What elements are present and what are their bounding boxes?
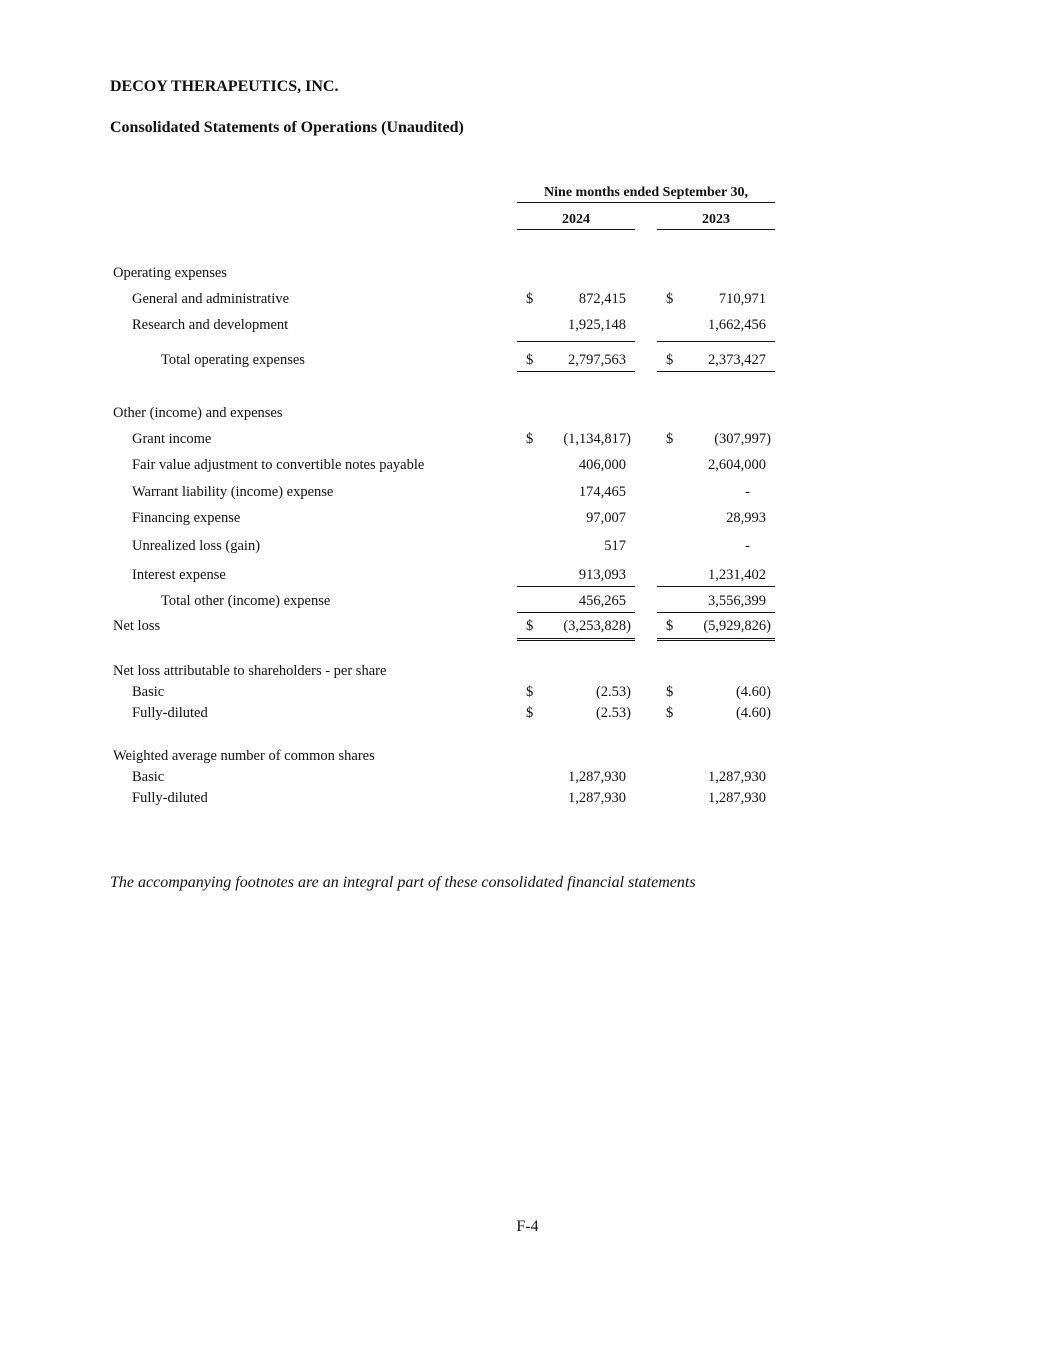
row-general-administrative (0, 291, 1055, 311)
value-2024: 174,465 (578, 484, 626, 500)
page-number: F-4 (516, 1218, 539, 1235)
value-2024: 406,000 (578, 457, 626, 473)
row-label: Weighted average number of common shares (113, 748, 375, 764)
value-2024: 872,415 (578, 291, 626, 307)
year-2023-header: 2023 (657, 212, 775, 230)
value-2023: 28,993 (726, 510, 766, 526)
row-label: Grant income (132, 431, 212, 447)
row-interest-expense (0, 567, 1055, 587)
row-label: Net loss attributable to shareholders - per share (113, 663, 387, 679)
row-label: Warrant liability (income) expense (132, 484, 334, 500)
row-warrant-liability (0, 484, 1055, 504)
value-2023: 2,604,000 (708, 457, 766, 473)
value-2023: (4.60) (735, 705, 771, 721)
row-label: Total operating expenses (161, 352, 305, 368)
dollar-sign: $ (666, 705, 674, 721)
row-label: Unrealized loss (gain) (132, 538, 261, 554)
row-total-other-expense (0, 593, 1055, 613)
section-heading-operating (0, 265, 1055, 285)
value-2023: 3,556,399 (708, 593, 766, 609)
row-net-loss (0, 618, 1055, 638)
dollar-sign: $ (666, 431, 674, 447)
row-per-share-basic (0, 684, 1055, 704)
row-label: Net loss (113, 618, 161, 634)
dollar-sign: $ (666, 684, 674, 700)
dollar-sign: $ (666, 291, 674, 307)
row-label: Interest expense (132, 567, 226, 583)
value-2024: (3,253,828) (563, 618, 631, 634)
row-financing-expense (0, 510, 1055, 530)
value-2024: (2.53) (595, 705, 631, 721)
row-grant-income (0, 431, 1055, 451)
row-label: General and administrative (132, 291, 290, 307)
section-heading-shares (0, 748, 1055, 768)
section-heading-other (0, 405, 1055, 425)
row-label: Basic (132, 769, 165, 785)
row-label: Research and development (132, 317, 289, 333)
year-2024-header: 2024 (517, 212, 635, 230)
company-name: DECOY THERAPEUTICS, INC. (110, 78, 339, 95)
row-shares-diluted (0, 790, 1055, 810)
value-2024: (1,134,817) (563, 431, 631, 447)
dollar-sign: $ (526, 684, 534, 700)
dollar-sign: $ (526, 431, 534, 447)
row-total-operating-expenses (0, 352, 1055, 372)
dollar-sign: $ (526, 705, 534, 721)
row-label: Basic (132, 684, 165, 700)
row-unrealized-loss (0, 538, 1055, 558)
row-label: Other (income) and expenses (113, 405, 283, 421)
value-2023: 1,231,402 (708, 567, 766, 583)
row-label: Total other (income) expense (161, 593, 331, 609)
section-heading-per-share (0, 663, 1055, 683)
value-2024: 97,007 (586, 510, 626, 526)
dollar-sign: $ (526, 291, 534, 307)
period-header: Nine months ended September 30, (517, 185, 775, 203)
value-2024: (2.53) (595, 684, 631, 700)
row-per-share-diluted (0, 705, 1055, 725)
value-2023: 710,971 (718, 291, 766, 307)
dollar-sign: $ (526, 618, 534, 634)
row-label: Financing expense (132, 510, 241, 526)
row-label: Operating expenses (113, 265, 227, 281)
value-2023: 1,287,930 (708, 790, 766, 806)
value-2023: - (745, 538, 750, 554)
value-2023: 1,662,456 (708, 317, 766, 333)
dollar-sign: $ (666, 352, 674, 368)
row-label: Fully-diluted (132, 705, 208, 721)
value-2024: 1,925,148 (568, 317, 626, 333)
footnote: The accompanying footnotes are an integral part of these consolidated financial statements (110, 874, 696, 891)
value-2023: 2,373,427 (708, 352, 766, 368)
value-2024: 913,093 (578, 567, 626, 583)
row-research-development (0, 317, 1055, 337)
row-fair-value-adjustment (0, 457, 1055, 477)
value-2023: (4.60) (735, 684, 771, 700)
row-label: Fair value adjustment to convertible notes payable (132, 457, 425, 473)
value-2024: 1,287,930 (568, 769, 626, 785)
value-2024: 1,287,930 (568, 790, 626, 806)
value-2023: (5,929,826) (703, 618, 771, 634)
value-2023: (307,997) (714, 431, 771, 447)
row-label: Fully-diluted (132, 790, 208, 806)
value-2024: 517 (604, 538, 626, 554)
value-2023: 1,287,930 (708, 769, 766, 785)
dollar-sign: $ (666, 618, 674, 634)
dollar-sign: $ (526, 352, 534, 368)
value-2024: 2,797,563 (568, 352, 626, 368)
value-2024: 456,265 (578, 593, 626, 609)
statement-title: Consolidated Statements of Operations (Unaudited) (110, 119, 464, 136)
value-2023: - (745, 484, 750, 500)
row-shares-basic (0, 769, 1055, 789)
